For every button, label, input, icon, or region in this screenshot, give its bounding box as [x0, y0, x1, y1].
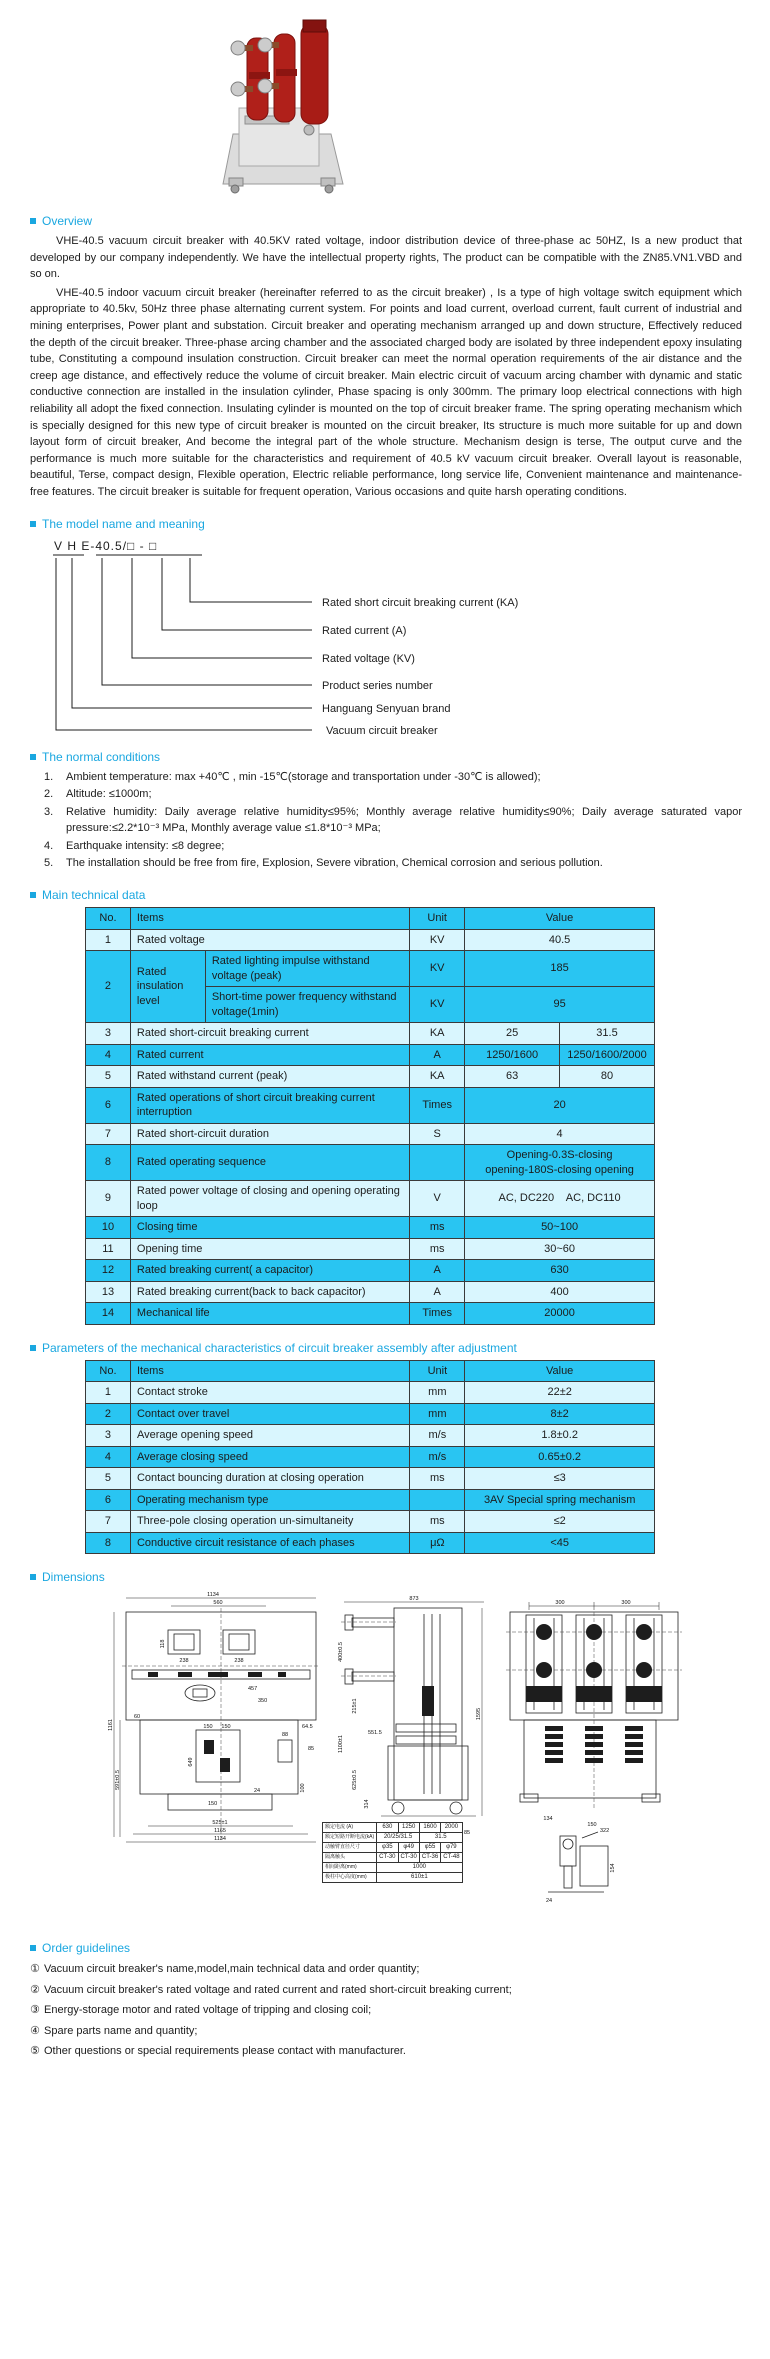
- col-no: No.: [86, 1360, 131, 1382]
- cell-item: Rated withstand current (peak): [130, 1066, 409, 1088]
- dim-label: 150: [203, 1724, 213, 1731]
- model-section-heading: [30, 517, 770, 531]
- dim-label: 24: [254, 1788, 261, 1795]
- col-value: Value: [465, 908, 655, 930]
- cell-unit: KV: [410, 951, 465, 987]
- model-label: Rated voltage (KV): [322, 652, 415, 665]
- cell-no: 4: [86, 1044, 131, 1066]
- cell-no: 4: [86, 1446, 131, 1468]
- table-row: [86, 1511, 655, 1533]
- model-label: Product series number: [322, 679, 433, 692]
- cell-item: Rated breaking current( a capacitor): [130, 1260, 409, 1282]
- cell-unit: KV: [410, 987, 465, 1023]
- order-number: ③: [30, 2004, 40, 2017]
- overview-heading-label: Overview: [42, 214, 93, 228]
- order-text: Other questions or special requirements please contact with manufacturer.: [44, 2045, 406, 2058]
- dimensions-heading-label: Dimensions: [42, 1570, 105, 1585]
- dim-label: 1100±1: [338, 1735, 344, 1754]
- cell-no: 5: [86, 1066, 131, 1088]
- model-name-diagram: [40, 536, 740, 734]
- condition-number: 2.: [44, 788, 54, 801]
- dim-label: 300: [621, 1600, 631, 1607]
- condition-item: [44, 855, 742, 872]
- cell-no: 6: [86, 1087, 131, 1123]
- cell-no: 3: [86, 1023, 131, 1045]
- order-text: Vacuum circuit breaker's name,model,main technical data and order quantity;: [44, 1963, 420, 1976]
- col-items: Items: [130, 908, 409, 930]
- table-row: [86, 1425, 655, 1447]
- dim-label: 85: [464, 1830, 471, 1837]
- cell-unit: Times: [410, 1087, 465, 1123]
- conditions-heading-label: The normal conditions: [42, 749, 161, 764]
- cell-value: 30~60: [465, 1238, 655, 1260]
- cell-no: 7: [86, 1123, 131, 1145]
- col-unit: Unit: [410, 908, 465, 930]
- dimension-drawings: [0, 1590, 770, 1925]
- col-no: No.: [86, 908, 131, 930]
- dim-label: 215±1: [352, 1698, 358, 1714]
- table-row: [86, 1489, 655, 1511]
- cell-no: 10: [86, 1217, 131, 1239]
- cell-value: 1250/1600: [465, 1044, 560, 1066]
- drawing-spec-row: [323, 1823, 463, 1833]
- cell-unit: m/s: [410, 1425, 465, 1447]
- dim-label: 322: [600, 1828, 610, 1835]
- model-connector-lines: [56, 558, 312, 730]
- product-photo-area: [0, 12, 770, 198]
- cell-unit: ms: [410, 1468, 465, 1490]
- model-label: Hanguang Senyuan brand: [322, 702, 451, 715]
- cell-item: Mechanical life: [130, 1303, 409, 1325]
- table-row: [86, 1446, 655, 1468]
- table-row: [86, 1382, 655, 1404]
- order-text: Spare parts name and quantity;: [44, 2024, 198, 2037]
- cell-value: ≤3: [465, 1468, 655, 1490]
- dim-label: 118: [160, 1639, 166, 1649]
- tech-heading-label: Main technical data: [42, 888, 146, 903]
- order-item: [30, 1981, 742, 2000]
- side-view-drawing: [336, 1594, 492, 1846]
- cell-item: Average opening speed: [130, 1425, 409, 1447]
- order-number: ⑤: [30, 2045, 40, 2058]
- cell-item: Rated current: [130, 1044, 409, 1066]
- dim-label: 1161: [108, 1719, 114, 1731]
- cell-no: 2: [86, 1403, 131, 1425]
- cell-unit: mm: [410, 1403, 465, 1425]
- cell-value: <45: [465, 1532, 655, 1554]
- cell-item: Rated insulation level: [130, 951, 205, 1023]
- dim-label: 350: [258, 1698, 268, 1705]
- cell-value: 25: [465, 1023, 560, 1045]
- cell-value: 20000: [465, 1303, 655, 1325]
- cell-value: 50~100: [465, 1217, 655, 1239]
- condition-text: Relative humidity: Daily average relative humidity≤95%; Monthly average relative humidity≤90%; Daily average saturated vapor pressure:≤2.2*10⁻³ MPa, Monthly average value ≤1.8*10⁻³ MPa;: [66, 805, 742, 835]
- detail-view-drawing: [520, 1822, 630, 1908]
- mech-heading-label: Parameters of the mechanical characteristics of circuit breaker assembly after adjustment: [42, 1340, 517, 1355]
- cell-item: Rated operating sequence: [130, 1145, 409, 1181]
- condition-item: [44, 804, 742, 837]
- cell-unit: ms: [410, 1217, 465, 1239]
- spec-value: 610±1: [377, 1873, 462, 1883]
- cell-unit: A: [410, 1044, 465, 1066]
- dim-label: 1165: [214, 1828, 226, 1835]
- table-row: [86, 1181, 655, 1217]
- dim-label: 150: [208, 1801, 218, 1808]
- condition-number: 4.: [44, 839, 54, 852]
- main-technical-data-table: [85, 907, 655, 1325]
- order-text: Energy-storage motor and rated voltage of tripping and closing coil;: [44, 2004, 372, 2017]
- spec-value: CT-36: [419, 1853, 440, 1863]
- table-row: [86, 1217, 655, 1239]
- table-row: [86, 1145, 655, 1181]
- dim-label: 400±0.5: [338, 1642, 344, 1662]
- cell-no: 14: [86, 1303, 131, 1325]
- overview-paragraph-2: VHE-40.5 indoor vacuum circuit breaker (hereinafter referred to as the circuit breaker) , Is a type of high voltage switch equipment which appropriate to 40.5kv, 50Hz three phase alternating current system. For points and load current, overload current, fault current of industrial and mining enterprises, Power plant and substation. Circuit breaker and operating mechanism arranged up and down structure, Effectively reduced the depth of the circuit breaker. Three-phase arcing chamber and the associated charged body are isolated by three independent epoxy insulating tube, Constituting a compound insulation construction. Circuit breaker can meet the normal operation requirements of the air distance and the creep age distance, and effectively reduce the volume of circuit breaker. Main electric circuit of vacuum arcing chamber with dynamic and static conductive connection are installed in the insulation cylinder, Phase spacing is only 300mm. The primary loop electrical connections with high reliability all adopt the fixed connection. Insulating cylinder is mounted on the top of circuit breaker frame. The spring operating mechanism which is specially designed for this new type of circuit breaker is mounted on the circuit breaker, Its structure is much more suitable for up and down layout form of circuit breaker, And become the integral part of the whole structure. Mechanism design is terse, The output curve and the performance is much more suitable for the characteristics and requirement of 40.5 kV vacuum circuit breaker. Overall layout is reasonable, beautiful, Terse, compact design, Flexible operation, Electric reliable performance, long service life, Convenient maintenance and maintenance-free features. The circuit breaker is suitable for frequent operation, Various occasions and quite harsh operating conditions.: [30, 286, 742, 498]
- model-label: Vacuum circuit breaker: [326, 724, 438, 734]
- cell-item: Rated short-circuit breaking current: [130, 1023, 409, 1045]
- order-item: [30, 2042, 742, 2061]
- dim-label: 150: [587, 1822, 597, 1829]
- table-row: [86, 1044, 655, 1066]
- order-item: [30, 2001, 742, 2020]
- cell-unit: V: [410, 1181, 465, 1217]
- cell-value: ≤2: [465, 1511, 655, 1533]
- cell-unit: m/s: [410, 1446, 465, 1468]
- dim-label: 1134: [207, 1592, 219, 1599]
- condition-text: The installation should be free from fire, Explosion, Severe vibration, Chemical corrosion and serious pollution.: [66, 857, 603, 870]
- table-row: [86, 1066, 655, 1088]
- dim-label: 314: [364, 1799, 370, 1809]
- dim-label: 88: [282, 1732, 289, 1739]
- drawing-spec-table: [322, 1822, 463, 1883]
- condition-text: Altitude: ≤1000m;: [66, 788, 152, 801]
- dim-label: 1134: [214, 1836, 226, 1843]
- cell-value: 22±2: [465, 1382, 655, 1404]
- cell-unit: [410, 1145, 465, 1181]
- dim-label: 591±0.5: [115, 1770, 121, 1790]
- front-view-drawing: [496, 1598, 692, 1830]
- cell-value: [465, 1145, 655, 1181]
- dimensions-section-heading: [30, 1570, 770, 1584]
- mech-section-heading: [30, 1341, 770, 1355]
- condition-number: 1.: [44, 770, 54, 783]
- cell-value: 63: [465, 1066, 560, 1088]
- cell-unit: ms: [410, 1511, 465, 1533]
- section-bullet-icon: [30, 218, 36, 224]
- spec-value: φ79: [441, 1843, 462, 1853]
- condition-item: [44, 769, 742, 786]
- cell-unit: KV: [410, 929, 465, 951]
- dim-label: 551.5: [368, 1730, 382, 1737]
- cell-value: 95: [465, 987, 655, 1023]
- table-row: [86, 1468, 655, 1490]
- cell-subitem: Short-time power frequency withstand voltage(1min): [205, 987, 409, 1023]
- spec-label: 极柱中心高度(mm): [323, 1873, 377, 1883]
- cell-no: 2: [86, 951, 131, 1023]
- cell-subitem: Rated lighting impulse withstand voltage (peak): [205, 951, 409, 987]
- section-bullet-icon: [30, 1345, 36, 1351]
- order-heading-label: Order guidelines: [42, 1941, 131, 1956]
- drawing-spec-row: [323, 1833, 463, 1843]
- cell-item: Closing time: [130, 1217, 409, 1239]
- cell-unit: μΩ: [410, 1532, 465, 1554]
- cell-item: Contact bouncing duration at closing operation: [130, 1468, 409, 1490]
- drawing-spec-row: [323, 1843, 463, 1853]
- cell-value: 1.8±0.2: [465, 1425, 655, 1447]
- drawing-spec-row: [323, 1863, 463, 1873]
- dim-label: 134: [543, 1816, 553, 1823]
- section-bullet-icon: [30, 754, 36, 760]
- cell-unit: mm: [410, 1382, 465, 1404]
- order-number: ②: [30, 1983, 40, 1996]
- order-section-heading: [30, 1941, 770, 1955]
- dim-label: 150: [221, 1724, 231, 1731]
- cell-item: Rated power voltage of closing and opening operating loop: [130, 1181, 409, 1217]
- overview-paragraph-1: VHE-40.5 vacuum circuit breaker with 40.5KV rated voltage, indoor distribution device of three-phase ac 50HZ, Is a new product that developed by our company independently. We have the intellectual property rights, The product can be compatible with the ZN85.VN1.VBD and so on.: [30, 235, 742, 281]
- cell-item: Operating mechanism type: [130, 1489, 409, 1511]
- cell-item: Average closing speed: [130, 1446, 409, 1468]
- spec-value: 31.5: [419, 1833, 462, 1843]
- cell-no: 6: [86, 1489, 131, 1511]
- cell-unit: KA: [410, 1066, 465, 1088]
- model-label: Rated short circuit breaking current (KA): [322, 596, 519, 609]
- cell-item: Opening time: [130, 1238, 409, 1260]
- dim-label: 457: [248, 1686, 258, 1693]
- table-row: [86, 1281, 655, 1303]
- dim-label: 60: [134, 1714, 141, 1721]
- cell-no: 8: [86, 1145, 131, 1181]
- dim-label: 100: [300, 1783, 306, 1793]
- cell-item: Rated breaking current(back to back capacitor): [130, 1281, 409, 1303]
- cell-value: 0.65±0.2: [465, 1446, 655, 1468]
- order-number: ④: [30, 2024, 40, 2037]
- spec-value: CT-30: [377, 1853, 398, 1863]
- condition-text: Ambient temperature: max +40℃ , min -15℃(storage and transportation under -30℃ is allowed);: [66, 770, 541, 783]
- dim-label: 625±0.5: [352, 1770, 358, 1790]
- cell-value-line: Opening-0.3S-closing: [506, 1149, 613, 1162]
- cell-unit: S: [410, 1123, 465, 1145]
- condition-item: [44, 786, 742, 803]
- conditions-section-heading: [30, 750, 770, 764]
- cell-no: 13: [86, 1281, 131, 1303]
- cell-unit: A: [410, 1281, 465, 1303]
- cell-no: 3: [86, 1425, 131, 1447]
- spec-value: 20/25/31.5: [377, 1833, 420, 1843]
- spec-value: 1600: [419, 1823, 440, 1833]
- spec-value: 1000: [377, 1863, 462, 1873]
- model-label: Rated current (A): [322, 624, 407, 637]
- table-row: [86, 1123, 655, 1145]
- spec-label: 额定电流 (A): [323, 1823, 377, 1833]
- col-unit: Unit: [410, 1360, 465, 1382]
- dim-label: 1595: [476, 1707, 482, 1721]
- dim-label: 154: [610, 1863, 616, 1873]
- condition-number: 3.: [44, 805, 54, 818]
- model-code: V H E-40.5/□ - □: [54, 538, 158, 553]
- spec-value: 2000: [441, 1823, 462, 1833]
- cell-item: Three-pole closing operation un-simultaneity: [130, 1511, 409, 1533]
- cell-item: Contact over travel: [130, 1403, 409, 1425]
- condition-number: 5.: [44, 857, 54, 870]
- table-row: [86, 951, 655, 987]
- table-row: [86, 1260, 655, 1282]
- drawing-spec-row: [323, 1853, 463, 1863]
- cell-no: 12: [86, 1260, 131, 1282]
- condition-item: [44, 838, 742, 855]
- section-bullet-icon: [30, 1945, 36, 1951]
- dim-label: 238: [234, 1658, 244, 1665]
- order-number: ①: [30, 1963, 40, 1976]
- order-text: Vacuum circuit breaker's rated voltage and rated current and rated short-circuit breaking current;: [44, 1983, 512, 1996]
- col-value: Value: [465, 1360, 655, 1382]
- table-row: [86, 1087, 655, 1123]
- spec-value: φ49: [398, 1843, 419, 1853]
- spec-value: 1250: [398, 1823, 419, 1833]
- breaker-poles: [247, 20, 328, 124]
- spec-value: CT-30: [398, 1853, 419, 1863]
- cell-item: Contact stroke: [130, 1382, 409, 1404]
- dim-label: 649: [188, 1757, 194, 1767]
- cell-value: 185: [465, 951, 655, 987]
- table-row: [86, 929, 655, 951]
- cell-item: Conductive circuit resistance of each phases: [130, 1532, 409, 1554]
- cell-value: 4: [465, 1123, 655, 1145]
- dim-label: 873: [409, 1596, 419, 1603]
- overview-section-heading: [30, 214, 770, 228]
- cell-unit: Times: [410, 1303, 465, 1325]
- cell-value-line: opening-180S-closing opening: [485, 1163, 634, 1176]
- table-header-row: [86, 908, 655, 930]
- cell-value: 400: [465, 1281, 655, 1303]
- cell-item: Rated short-circuit duration: [130, 1123, 409, 1145]
- spec-value: CT-48: [441, 1853, 462, 1863]
- spec-value: 630: [377, 1823, 398, 1833]
- cell-value: AC, DC220 AC, DC110: [465, 1181, 655, 1217]
- cell-unit: ms: [410, 1238, 465, 1260]
- dim-label: 24: [546, 1898, 553, 1905]
- spec-value: φ55: [419, 1843, 440, 1853]
- table-row: [86, 1303, 655, 1325]
- section-bullet-icon: [30, 521, 36, 527]
- order-item: [30, 2022, 742, 2041]
- cell-value: 3AV Special spring mechanism: [465, 1489, 655, 1511]
- spec-label: 隔离触头: [323, 1853, 377, 1863]
- cell-no: 7: [86, 1511, 131, 1533]
- cell-no: 5: [86, 1468, 131, 1490]
- cell-value: 20: [465, 1087, 655, 1123]
- order-item: [30, 1960, 742, 1979]
- table-row: [86, 1403, 655, 1425]
- plan-view-drawing: [108, 1590, 324, 1846]
- product-photo: [205, 12, 355, 196]
- table-row: [86, 1532, 655, 1554]
- dim-label: 300: [555, 1600, 565, 1607]
- col-items: Items: [130, 1360, 409, 1382]
- cell-no: 9: [86, 1181, 131, 1217]
- table-row: [86, 1238, 655, 1260]
- spec-value: φ35: [377, 1843, 398, 1853]
- spec-label: 动触臂直径尺寸: [323, 1843, 377, 1853]
- dim-label: 525±1: [212, 1820, 228, 1827]
- spec-label: 额定短路开断电流(kA): [323, 1833, 377, 1843]
- cell-value: 1250/1600/2000: [560, 1044, 655, 1066]
- cell-value: 8±2: [465, 1403, 655, 1425]
- cell-unit: A: [410, 1260, 465, 1282]
- condition-text: Earthquake intensity: ≤8 degree;: [66, 839, 225, 852]
- model-heading-label: The model name and meaning: [42, 516, 205, 531]
- tech-section-heading: [30, 888, 770, 902]
- section-bullet-icon: [30, 892, 36, 898]
- spec-label: 相间距离(mm): [323, 1863, 377, 1873]
- mechanical-characteristics-table: [85, 1360, 655, 1555]
- cell-item: Rated operations of short circuit breaking current interruption: [130, 1087, 409, 1123]
- cell-no: 11: [86, 1238, 131, 1260]
- cell-value: 80: [560, 1066, 655, 1088]
- cell-no: 8: [86, 1532, 131, 1554]
- cell-no: 1: [86, 1382, 131, 1404]
- cell-no: 1: [86, 929, 131, 951]
- table-row: [86, 1023, 655, 1045]
- cell-unit: KA: [410, 1023, 465, 1045]
- dim-label: 560: [213, 1600, 223, 1607]
- section-bullet-icon: [30, 1574, 36, 1580]
- dim-label: 85: [308, 1746, 315, 1753]
- table-header-row: [86, 1360, 655, 1382]
- cell-item: Rated voltage: [130, 929, 409, 951]
- dim-label: 238: [179, 1658, 189, 1665]
- dim-label: 64.5: [302, 1724, 313, 1731]
- cell-value: 31.5: [560, 1023, 655, 1045]
- cell-value: 630: [465, 1260, 655, 1282]
- cell-value: 40.5: [465, 929, 655, 951]
- cell-unit: [410, 1489, 465, 1511]
- drawing-spec-row: [323, 1873, 463, 1883]
